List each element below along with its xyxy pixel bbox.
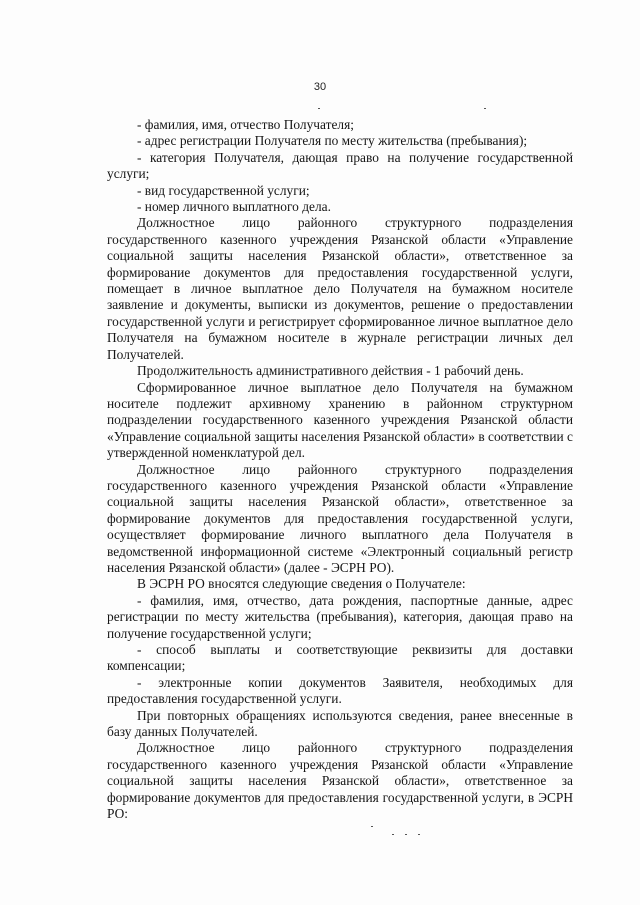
scan-speck — [318, 108, 320, 109]
scan-speck — [392, 834, 394, 835]
scan-speck — [418, 834, 420, 835]
list-item-service-type: - вид государственной услуги; — [137, 182, 310, 198]
paragraph-archive-storage: Сформированное личное выплатное дело Получателя на бумажном носителе подлежит архивному хранению в районном структурном подразделении государственного казенного учреждения Рязанской области «Управление социальной защиты населения Рязанской области» в соответствии с утвержденной номенклатурой дел. — [107, 379, 573, 461]
document-body — [107, 117, 573, 822]
paragraph-duration: Продолжительность административного действия - 1 рабочий день. — [137, 363, 524, 379]
list-item-registration-address: - адрес регистрации Получателя по месту жительства (пребывания); — [137, 133, 528, 149]
list-item-payment-method: - способ выплаты и соответствующие реквизиты для доставки компенсации; — [107, 642, 573, 674]
scan-speck — [371, 826, 373, 827]
page-number: 30 — [313, 81, 327, 93]
scan-speck — [484, 108, 486, 109]
paragraph-esrn-entries-intro: В ЭСРН РО вносятся следующие сведения о Получателе: — [137, 576, 466, 592]
list-item-electronic-copies: - электронные копии документов Заявителя, необходимых для предоставления государственной услуги. — [107, 674, 573, 707]
scan-speck — [405, 834, 407, 835]
paragraph-esrn-formation: Должностное лицо районного структурного подразделения государственного казенного учреждения Рязанской области «Управление социальной защиты населения Рязанской области», ответственное за формирование документов для предоставления государственной услуги, осуществляет формирование личного выплатного дела Получателя в ведомственной информационной системе «Электронный социальный регистр населения Рязанской области» (далее - ЭСРН РО). — [107, 461, 573, 575]
list-item-personal-data: - фамилия, имя, отчество, дата рождения, паспортные данные, адрес регистрации по месту жительства (пребывания), категория, дающая право на получение государственной услуги; — [107, 592, 573, 641]
list-item-full-name: - фамилия, имя, отчество Получателя; — [137, 117, 354, 132]
paragraph-paper-file-placement: Должностное лицо районного структурного подразделения государственного казенного учреждения Рязанской области «Управление социальной защиты населения Рязанской области», ответственное за формирование документов для предоставления государственной услуги, помещает в личное выплатное дело Получателя на бумажном носителе заявление и документы, выписки из документов, решение о предоставлении государственной услуги и регистрирует сформированное личное выплатное дело Получателя на бумажном носителе в журнале регистрации личных дел Получателей. — [107, 215, 573, 362]
paragraph-repeat-requests: При повторных обращениях используются сведения, ранее внесенные в базу данных Получателей. — [107, 707, 573, 740]
list-item-file-number: - номер личного выплатного дела. — [137, 199, 331, 215]
paragraph-esrn-official: Должностное лицо районного структурного подразделения государственного казенного учреждения Рязанской области «Управление социальной защиты населения Рязанской области», ответственное за формирование документов для предоставления государственной услуги, в ЭСРН РО: — [107, 740, 573, 822]
list-item-recipient-category: - категория Получателя, дающая право на получение государственной услуги; — [107, 149, 573, 182]
